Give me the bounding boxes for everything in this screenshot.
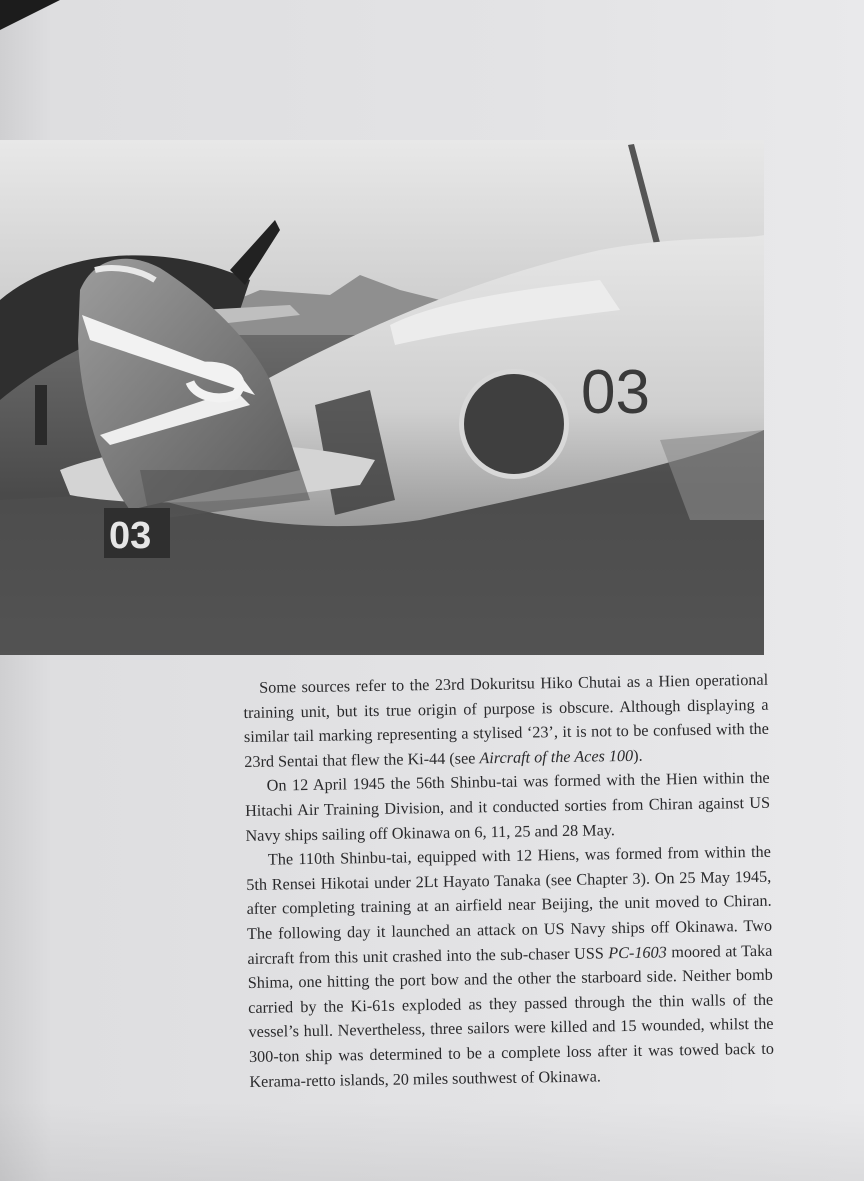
paragraph-2-text: On 12 April 1945 the 56th Shinbu-tai was formed with the Hien within the Hitachi Air Training Division, and it conducted sorties from Chiran against US Navy ships sailing off Okinawa on 6, 11, 25 and 28 May. — [244, 769, 771, 845]
page-corner-shadow — [0, 0, 60, 30]
paragraph-3-text: The 110th Shinbu-tai, equipped with 12 Hiens, was formed from within the 5th Rensei Hikotai under 2Lt Hayato Tanaka (see Chapter 3). On 25 May 1945, after completing training at an airfield near Beijing, the unit moved to Chiran. The following day it launched an attack on US Navy ships off Okinawa. Two aircraft from this unit crashed into the sub-chaser USS — [246, 842, 773, 968]
book-title-reference: Aircraft of the Aces 100 — [479, 746, 634, 768]
paragraph-1-end: ). — [633, 746, 643, 765]
aircraft-photo — [0, 140, 764, 655]
ship-name: PC-1603 — [608, 942, 667, 962]
fuselage-number: 03 — [581, 358, 650, 427]
paragraph-1 — [243, 668, 769, 775]
paragraph-2 — [245, 766, 771, 848]
paragraph-3 — [246, 840, 775, 1094]
page-shadow — [0, 1101, 864, 1181]
tail-number: 03 — [109, 515, 152, 557]
body-text — [243, 668, 775, 1094]
paragraph-3-end: moored at Taka Shima, one hitting the port bow and the other the starboard side. Neither bomb carried by the Ki-61s exploded as they passed through the thin walls of the vessel’s hull. Nevertheless, three sailors were killed and 15 wounded, whilst the 300-ton ship was determined to be a complete loss after it was towed back to Kerama-retto islands, 20 miles southwest of Okinawa. — [247, 941, 775, 1091]
paragraph-1-text: Some sources refer to the 23rd Dokuritsu Hiko Chutai as a Hien operational training unit, but its true origin of purpose is obscure. Although displaying a similar tail marking representing a stylised ‘23’, it is not to be confused with the 23rd Sentai that flew the Ki-44 (see — [243, 670, 770, 771]
